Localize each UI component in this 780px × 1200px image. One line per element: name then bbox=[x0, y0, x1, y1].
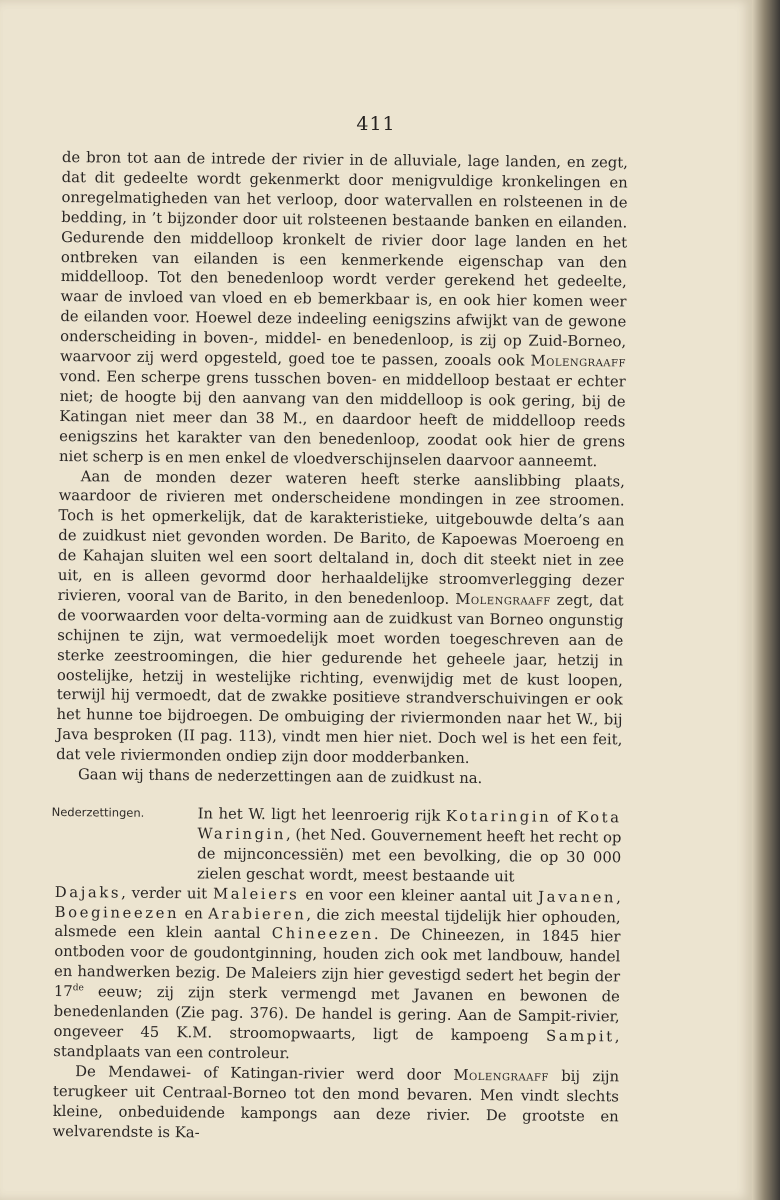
author-name: Molengraaff bbox=[455, 590, 551, 609]
people-name: Maleiers bbox=[212, 885, 300, 903]
rest-lines: Dajaks, verder uit Maleiers en voor een kleiner aantal uit Javanen, Boegineezen en Arabieren, die zich meestal tijdelijk hier ophouden, alsmede een klein aantal Chineezen. De Chineezen, in 1845 hier ontboden voor de goudontginning, houden zich ook met landbouw, handel en handwerken bezig. De Maleiers zijn hier gevestigd sedert het begin der 17de eeuw; zij zijn sterk vermengd met Javanen en bewonen de benedenlanden (Zie pag. 376). De handel is gering. Aan de Sampit-rivier, ongeveer 45 K.M. stroomopwaarts, ligt de kampoeng Sampit, standplaats van een controleur. bbox=[53, 883, 621, 1063]
place-name: Kota Waringin bbox=[197, 808, 622, 844]
author-name: Molengraaff bbox=[530, 352, 627, 371]
body-text bbox=[52, 148, 628, 1147]
superscript: de bbox=[72, 983, 84, 994]
place-name: Kotaringin bbox=[445, 807, 552, 826]
author-name: Molengraaff bbox=[453, 1066, 549, 1085]
settlements-section bbox=[52, 803, 621, 1147]
people-name: Javanen bbox=[538, 888, 617, 906]
page-edge bbox=[752, 0, 780, 1200]
indented-lines: In het W. ligt het leenroerig rijk Kotaringin of Kota Waringin, (het Ned. Gouvernement heeft het recht op de mijnconcessiën) met een bevolking, die op 30 000 zielen geschat wordt, meest bestaande uit bbox=[196, 805, 622, 886]
people-name: Boegineezen bbox=[54, 903, 180, 922]
paragraph-text: zegt, dat de voorwaarden voor delta-vorming aan de zuidkust van Borneo ongunstig schijnen te zijn, wat vermoedelijk moet worden toegeschreven aan de sterke zeestroomingen, die hier gedurende het geheele jaar, hetzij in oostelijke, hetzij in westelijke richting, evenwijdig met de kust loopen, terwijl hij vermoedt, dat de zwakke positieve strandverschuivingen er ook het hunne toe bijdroegen. De ombuiging der riviermonden naar het W., bij Java besproken (II pag. 113), vindt men hier niet. Doch wel is het een feit, dat vele riviermonden ondiep zijn door modderbanken. bbox=[56, 591, 624, 768]
margin-note: Nederzettingen. bbox=[51, 804, 145, 820]
paragraph-continuation bbox=[59, 148, 628, 472]
paragraph-mendawei: De Mendawei- of Katingan-rivier werd door Molengraaff bij zijn terugkeer uit Centraal-Borneo tot den mond bevaren. Men vindt slechts kleine, onbeduidende kampongs aan deze rivier. De grootste en welvarendste is Ka- bbox=[52, 1062, 620, 1141]
paragraph-transition: Gaan wij thans de nederzettingen aan de zuidkust na. bbox=[77, 766, 483, 788]
people-name: Chineezen bbox=[271, 925, 374, 944]
page-number: 411 bbox=[356, 113, 396, 135]
paragraph-text: vond. Een scherpe grens tusschen boven- en middelloop bestaat er echter niet; de hoogte bij den aanvang van den middelloop is ook gering, bij de Katingan niet meer dan 38 M., en daardoor heeft de middelloop reeds eenigszins het karakter van den benedenloop, zoodat ook hier de grens niet scherp is en men enkel de vloedverschijnselen daarvoor aanneemt. bbox=[58, 367, 626, 470]
people-name: Dajaks bbox=[54, 883, 122, 902]
paragraph-text: de bron tot aan de intrede der rivier in de alluviale, lage landen, en zegt, dat dit gedeelte wordt gekenmerkt door menigvuldige kronkelingen en onregelmatigheden van het verloop, door watervallen en rolsteenen in de bedding, in ’t bijzonder door uit rolsteenen bestaande banken en eilanden. Gedurende den middelloop kronkelt de rivier door lage landen en het ontbreken van eilanden is een kenmerkende eigenschap van den middelloop. Tot den benedenloop wordt verder gerekend het gedeelte, waar de invloed van vloed en eb bemerkbaar is, en ook hier komen weer de eilanden voor. Hoewel deze indeeling eenigszins afwijkt van de gewone onderscheiding in boven-, middel- en benedenloop, is zij op Zuid-Borneo, waarvoor zij werd opgesteld, goed toe te passen, zooals ook bbox=[59, 148, 628, 370]
people-name: Arabieren bbox=[208, 904, 307, 923]
paragraph-text: Aan de monden dezer wateren heeft sterke aanslibbing plaats, waardoor de rivieren met onderscheidene mondingen in zee stroomen. Toch is het opmerkelijk, dat de karakteristieke, uitgebouwde delta’s aan de zuidkust niet gevonden worden. De Barito, de Kapoewas Moeroeng en de Kahajan sluiten wel een soort deltaland in, doch dit steekt niet in zee uit, en is alleen gevormd door herhaaldelijke stroomverlegging dezer rivieren, vooral van de Barito, in den benedenloop. bbox=[57, 467, 625, 608]
place-name: Sampit bbox=[545, 1027, 615, 1046]
paragraph-kotaringin bbox=[53, 803, 621, 1067]
paragraph-delta bbox=[56, 466, 625, 770]
